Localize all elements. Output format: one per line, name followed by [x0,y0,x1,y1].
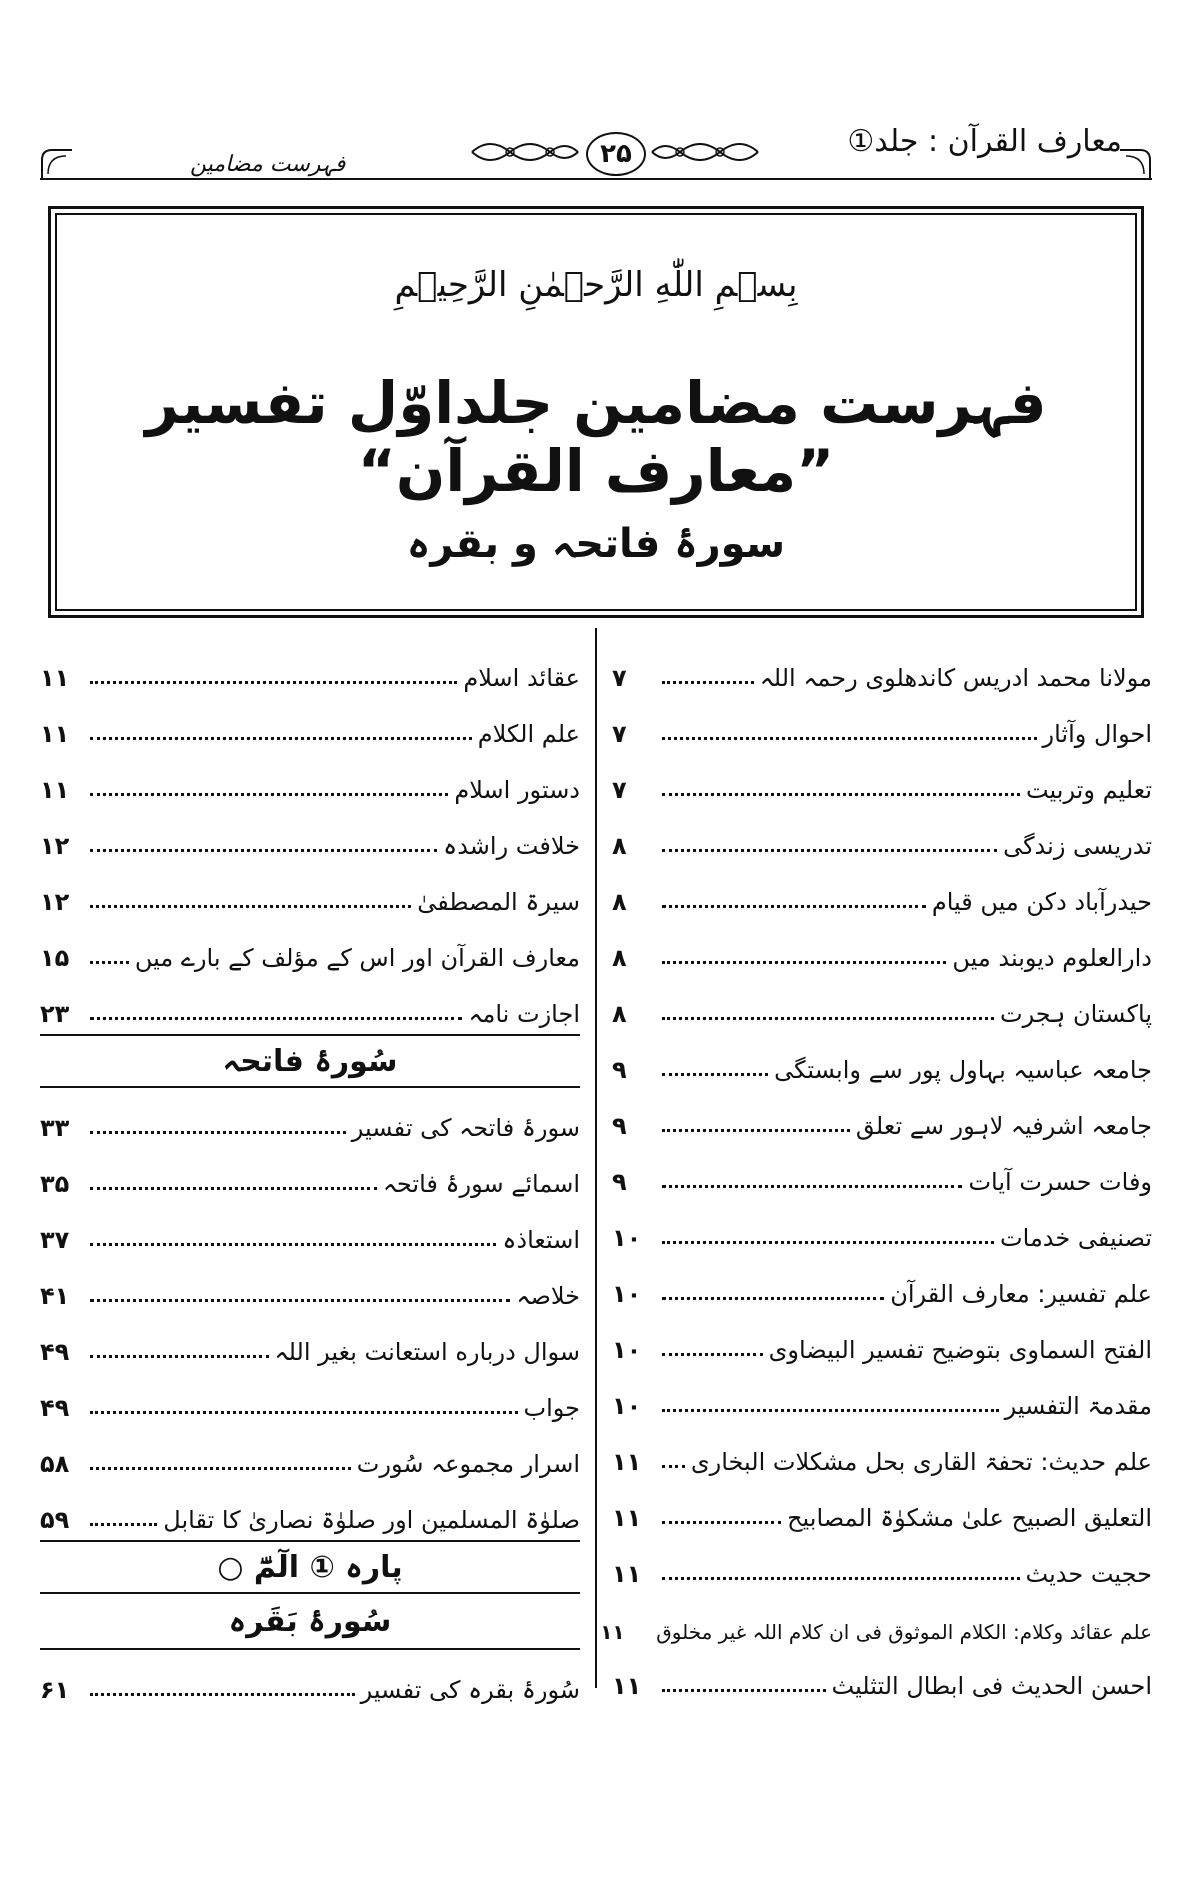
toc-left-column [40,640,580,1708]
toc-entry[interactable]: دستور اسلام ۱۱ [40,776,580,804]
toc-entry[interactable]: سُورۂ بقرہ کی تفسیر ۶۱ [40,1676,580,1704]
para-heading: پارہ ① الٓمّٓ ○ [40,1540,580,1594]
toc-entry[interactable]: تصنیفی خدمات ۱۰ [612,1224,1152,1252]
toc-entry[interactable]: احوال وآثار ۷ [612,720,1152,748]
toc-entry[interactable]: احسن الحدیث فی ابطال التثلیث ۱۱ [612,1672,1152,1700]
bismillah: بِسۡمِ اللّٰهِ الرَّحۡمٰنِ الرَّحِيۡمِ [394,265,798,305]
toc-right-column [600,640,1152,1704]
toc-entry[interactable]: علم حدیث: تحفۃ القاری بحل مشکلات البخاری ۱۱ [612,1448,1152,1476]
section-heading-baqarah: سُورۂ بَقَرہ [40,1596,580,1650]
toc-entry[interactable]: علم عقائد وکلام: الکلام الموثوق فی ان کلام اللہ غیر مخلوق ۱۱ [600,1620,1152,1644]
toc-entry[interactable]: الفتح السماوی بتوضیح تفسیر البیضاوی ۱۰ [612,1336,1152,1364]
page-subtitle: سورۂ فاتحہ و بقرہ [406,521,786,567]
toc-entry[interactable]: اسرار مجموعہ سُورت ۵۸ [40,1450,580,1478]
toc-entry[interactable]: سیرۃ المصطفیٰ ۱۲ [40,888,580,916]
corner-ornament-icon [40,148,74,182]
toc-entry[interactable]: مقدمۃ التفسیر ۱۰ [612,1392,1152,1420]
floral-ornament-icon [470,134,580,170]
toc-entry[interactable]: صلوٰۃ المسلمین اور صلوٰۃ نصاریٰ کا تقابل ۵۹ [40,1506,580,1534]
floral-ornament-icon [650,134,760,170]
toc-entry[interactable]: حیدرآباد دکن میں قیام ۸ [612,888,1152,916]
toc-entry[interactable]: جامعہ اشرفیہ لاہور سے تعلق ۹ [612,1112,1152,1140]
toc-entry[interactable]: جواب ۴۹ [40,1394,580,1422]
toc-entry[interactable]: تعلیم وتربیت ۷ [612,776,1152,804]
header-rule [40,178,1152,180]
running-header [40,118,1152,188]
page-number: ۲۵ [586,132,646,176]
toc-entry[interactable]: التعلیق الصبیح علیٰ مشکوٰۃ المصابیح ۱۱ [612,1504,1152,1532]
toc-entry[interactable]: سورۂ فاتحہ کی تفسیر ۳۳ [40,1114,580,1142]
column-divider [595,628,597,1688]
toc-entry[interactable]: خلافت راشدہ ۱۲ [40,832,580,860]
toc-entry[interactable]: اسمائے سورۂ فاتحہ ۳۵ [40,1170,580,1198]
toc-entry[interactable]: سوال درباره استعانت بغیر اللہ ۴۹ [40,1338,580,1366]
toc-entry[interactable]: خلاصہ ۴۱ [40,1282,580,1310]
section-heading-fatiha: سُورۂ فاتحہ [40,1034,580,1088]
toc-entry[interactable]: استعاذہ ۳۷ [40,1226,580,1254]
toc-entry[interactable]: دارالعلوم دیوبند میں ۸ [612,944,1152,972]
toc-entry[interactable]: علم تفسیر: معارف القرآن ۱۰ [612,1280,1152,1308]
toc-entry[interactable]: عقائد اسلام ۱۱ [40,664,580,692]
title-box [48,206,1144,618]
book-title: معارف القرآن : جلد① [847,124,1122,159]
toc-entry[interactable]: جامعہ عباسیہ بہاول پور سے وابستگی ۹ [612,1056,1152,1084]
corner-ornament-icon [1118,148,1152,182]
toc-entry[interactable]: تدریسی زندگی ۸ [612,832,1152,860]
toc-entry[interactable]: وفات حسرت آیات ۹ [612,1168,1152,1196]
page-title: فہرست مضامین جلداوّل تفسیر ”معارف القرآن“ [145,369,1047,505]
toc-entry[interactable]: علم الکلام ۱۱ [40,720,580,748]
toc-entry[interactable]: اجازت نامہ ۲۳ [40,1000,580,1028]
toc-entry[interactable]: حجیت حدیث ۱۱ [612,1560,1152,1588]
toc-entry[interactable]: معارف القرآن اور اس کے مؤلف کے بارے میں ۱۵ [40,944,580,972]
toc-entry[interactable]: مولانا محمد ادریس کاندھلوی رحمہ اللہ ۷ [612,664,1152,692]
section-title: فہرست مضامین [190,152,346,177]
toc-entry[interactable]: پاکستان ہجرت ۸ [612,1000,1152,1028]
